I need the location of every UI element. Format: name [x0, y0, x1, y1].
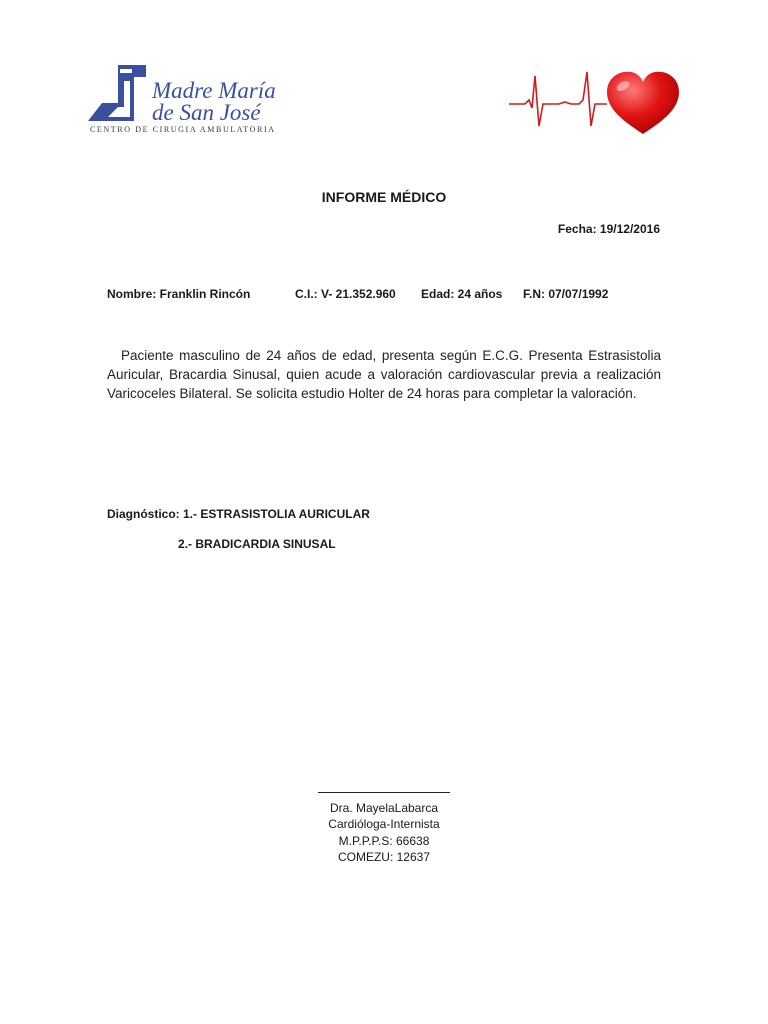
clinic-name-line1: Madre María: [152, 78, 276, 103]
patient-birthdate: F.N: 07/07/1992: [523, 287, 609, 301]
doctor-comezu: COMEZU: 12637: [337, 850, 431, 864]
patient-name: Nombre: Franklin Rincón: [107, 287, 251, 301]
report-title: INFORME MÉDICO: [321, 189, 447, 205]
diagnosis-item-1: Diagnóstico: 1.- ESTRASISTOLIA AURICULAR: [107, 507, 370, 521]
doctor-mppps: M.P.P.P.S: 66638: [338, 833, 430, 848]
signature-line: [318, 780, 450, 793]
diagnosis-item-2: 2.- BRADICARDIA SINUSAL: [178, 537, 336, 551]
clinic-logo-icon: [88, 63, 150, 123]
clinic-name-line2: de San José: [152, 100, 261, 125]
patient-ci: C.I.: V- 21.352.960: [295, 287, 396, 301]
report-date: Fecha: 19/12/2016: [557, 222, 660, 236]
clinic-logo-name: [152, 80, 276, 124]
signature-block: [0, 780, 768, 866]
patient-age: Edad: 24 años: [421, 287, 503, 301]
clinic-subtitle: CENTRO DE CIRUGIA AMBULATORIA: [90, 125, 276, 134]
heart-ecg-icon: [507, 66, 683, 136]
doctor-specialty: Cardióloga-Internista: [328, 817, 440, 831]
report-body: Paciente masculino de 24 años de edad, presenta según E.C.G. Presenta Estrasistolia Auricular, Bracardia Sinusal, quien acude a valoración cardiovascular previa a realización Varicoceles Bilateral. Se solicita estudio Holter de 24 horas para completar la valoración.: [107, 348, 661, 401]
doctor-name: Dra. MayelaLabarca: [329, 800, 439, 815]
